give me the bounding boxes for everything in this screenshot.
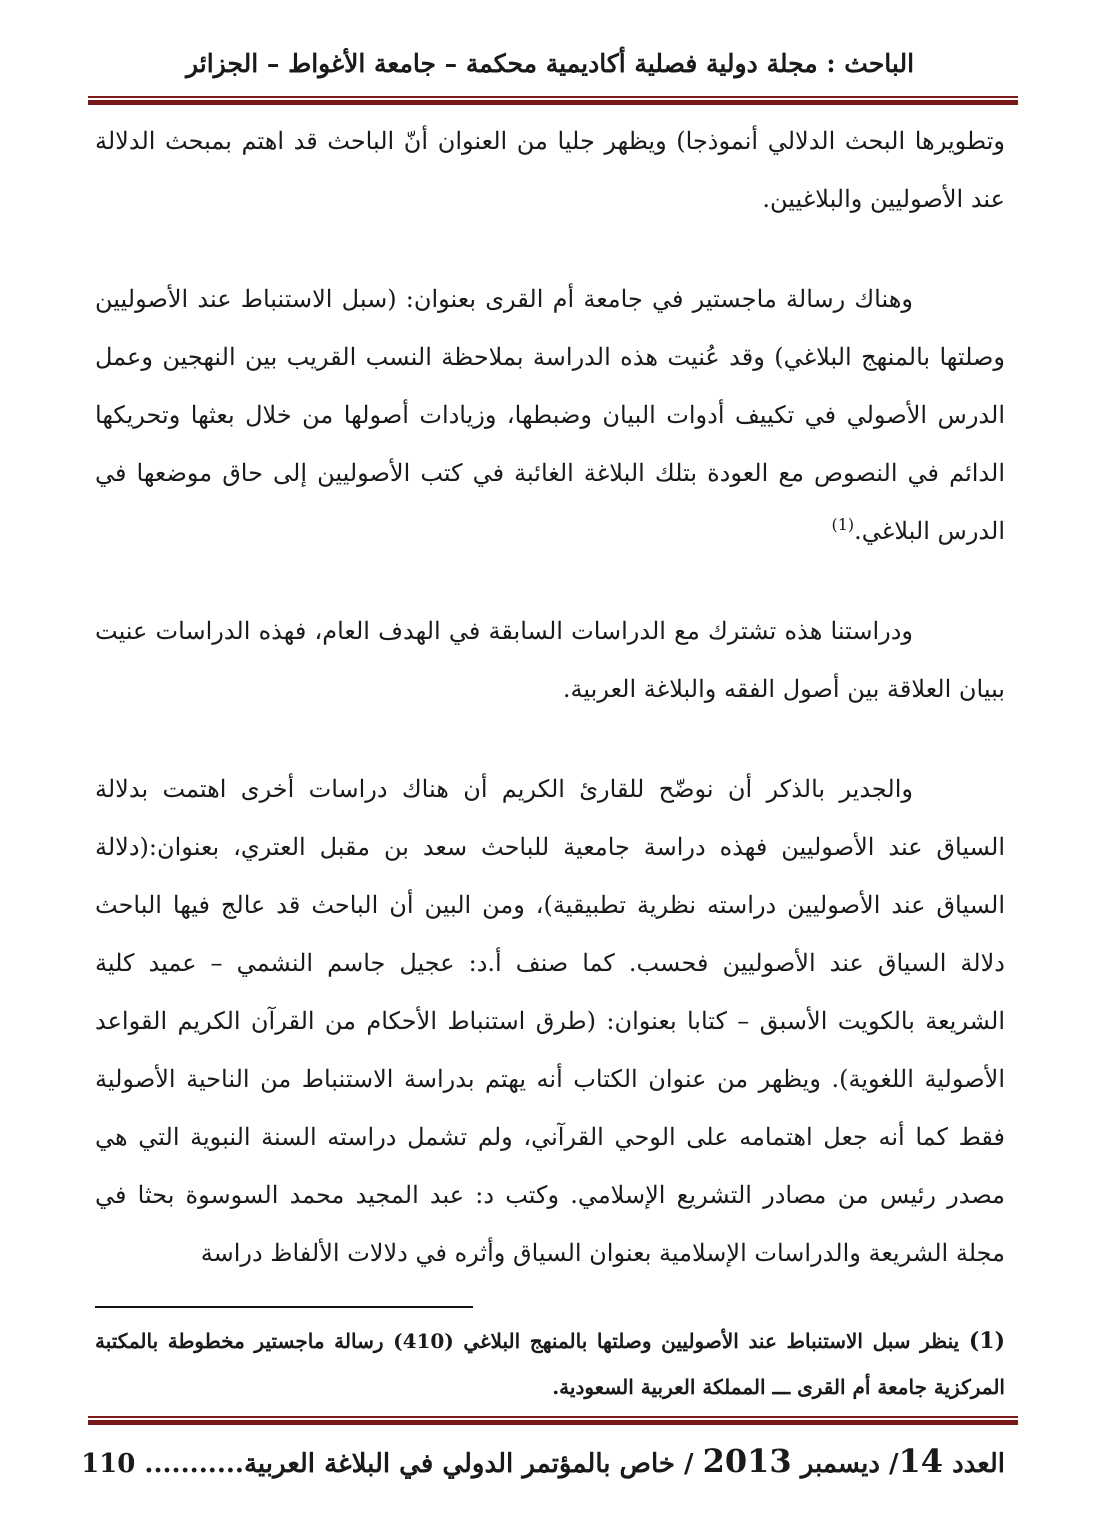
page-footer [81,1436,1005,1489]
main-text [95,112,1005,1282]
running-header: الباحث : مجلة دولية فصلية أكاديمية محكمة – جامعة الأغواط – الجزائر [185,49,915,78]
paragraph: ودراستنا هذه تشترك مع الدراسات السابقة في الهدف العام، فهذه الدراسات عنيت ببيان العلاقة بين أصول الفقه والبلاغة العربية. [95,617,1005,703]
footnote-reference[interactable]: (1) [831,515,855,534]
issue-year: 2013 [702,1442,792,1480]
footnote-separator [95,1306,473,1308]
paragraph: وتطويرها البحث الدلالي أنموذجا) ويظهر جليا من العنوان أنّ الباحث قد اهتم بمبحث الدلالة عند الأصوليين والبلاغيين. [95,127,1005,213]
issue-number: 14 [898,1442,944,1480]
issue-label: العدد [952,1449,1005,1479]
special-issue-note: / خاص بالمؤتمر الدولي في البلاغة العربية........... [144,1449,694,1479]
issue-month: / ديسمبر [800,1449,899,1479]
header-rule [88,96,1018,105]
paragraph: والجدير بالذكر أن نوضّح للقارئ الكريم أن هناك دراسات أخرى اهتمت بدلالة السياق عند الأصوليين فهذه دراسة جامعية للباحث سعد بن مقبل العتري، بعنوان:(دلالة السياق عند الأصوليين دراسته نظرية تطبيقية)، ومن البين أن الباحث قد عالج فيها الباحث دلالة السياق عند الأصوليين فحسب. كما صنف أ.د: عجيل جاسم النشمي – عميد كلية الشريعة بالكويت الأسبق – كتابا بعنوان: (طرق استنباط الأحكام من القرآن الكريم القواعد الأصولية اللغوية). ويظهر من عنوان الكتاب أنه يهتم بدراسة الاستنباط من الناحية الأصولية فقط كما أنه جعل اهتمامه على الوحي القرآني، ولم تشمل دراسته السنة النبوية التي هي مصدر رئيس من مصادر التشريع الإسلامي. وكتب د: عبد المجيد محمد السوسوة بحثا في مجلة الشريعة والدراسات الإسلامية بعنوان السياق وأثره في دلالات الألفاظ دراسة [95,775,1006,1267]
footnote [95,1318,1005,1410]
footnote-text: ينظر سبل الاستنباط عند الأصوليين وصلتها بالمنهج البلاغي (410) رسالة ماجستير مخطوطة بالمكتبة المركزية جامعة أم القرى ـــ المملكة العربية السعودية. [95,1329,1005,1399]
paragraph: وهناك رسالة ماجستير في جامعة أم القرى بعنوان: (سبل الاستنباط عند الأصوليين وصلتها بالمنهج البلاغي) وقد عُنيت هذه الدراسة بملاحظة النسب القريب بين النهجين وعمل الدرس الأصولي في تكييف أدوات البيان وضبطها، وزيادات أصولها من خلال بعثها وتحريكها الدائم في النصوص مع العودة بتلك البلاغة الغائبة في كتب الأصوليين إلى حاق موضعها في الدرس البلاغي.$^{(1)}$ [95,285,1005,545]
footnote-number: (1) [968,1328,1005,1354]
page-number: 110 [81,1449,136,1479]
footer-rule [88,1416,1018,1425]
